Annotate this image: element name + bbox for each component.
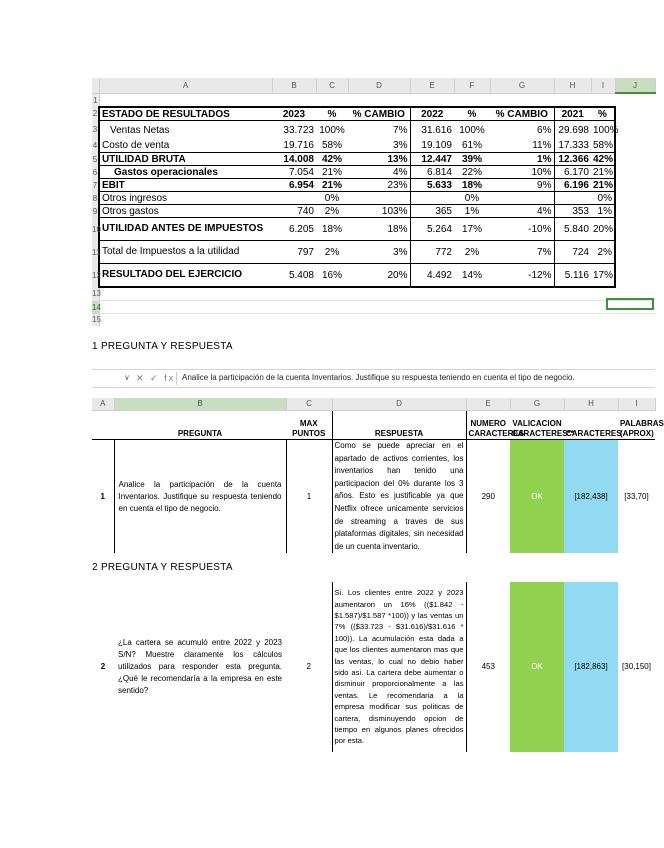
- value-cell[interactable]: 29.698: [554, 121, 591, 140]
- value-cell[interactable]: 7%: [348, 121, 410, 140]
- row-number-selected[interactable]: 14: [92, 302, 101, 312]
- sheet-row: [92, 139, 655, 153]
- value-cell[interactable]: 1%: [490, 153, 554, 166]
- char-count: 453: [481, 662, 495, 671]
- row-number[interactable]: 3: [92, 121, 99, 140]
- col-header-j[interactable]: J: [615, 78, 655, 93]
- table-row: [92, 440, 655, 554]
- value-cell[interactable]: 2%: [454, 241, 490, 264]
- value-cell[interactable]: 13%: [348, 153, 410, 166]
- sheet-row: [92, 301, 655, 314]
- row-number[interactable]: 13: [92, 287, 99, 301]
- value-cell[interactable]: 42%: [316, 153, 348, 166]
- table-row: [92, 582, 655, 752]
- value-cell[interactable]: 21%: [593, 179, 614, 191]
- col-header-b[interactable]: B: [272, 78, 316, 93]
- sheet-cell[interactable]: [615, 153, 655, 166]
- words-header: PALABRAS (APROX): [618, 411, 655, 440]
- value-cell[interactable]: 100%: [316, 121, 348, 140]
- value-cell[interactable]: 17.333: [554, 139, 591, 153]
- value-cell[interactable]: 19.109: [410, 139, 454, 153]
- sheet-cell[interactable]: [615, 166, 655, 179]
- value-cell[interactable]: 9%: [490, 179, 554, 192]
- value-cell[interactable]: 61%: [454, 139, 490, 153]
- value-cell[interactable]: 1%: [454, 205, 490, 218]
- sheet-cell[interactable]: [615, 218, 655, 241]
- value-cell[interactable]: 7%: [490, 241, 554, 264]
- value-cell[interactable]: 21%: [593, 166, 614, 178]
- value-cell[interactable]: 6.170: [554, 166, 591, 179]
- formula-controls[interactable]: ✕ ✓ fx: [136, 373, 176, 383]
- row-label[interactable]: Costo de venta: [99, 139, 272, 153]
- answer-text[interactable]: Si. Los clientes entre 2022 y 2023 aumentaron un 16% (($1.842 - $1.587)/$1.587 *100)) y las ventas un 7% (($33.723 - $31.616)/$31.616 * 100)). La acumulación esta dada a que los clientes aumentaron mas que las ventas, lo cual no debio haber sido asi. La cartera debe aumentar o disminuir proporcionalmente a las ventas. Le recomendaria a la empresa modificar sus politicas de cartera, disminuyendo opcion de tiempo en algunos planes ofrecidos por esta.: [332, 582, 466, 752]
- value-cell[interactable]: 12.366: [554, 153, 591, 166]
- num-chars-header: NUMERO CARACTERES: [466, 411, 510, 440]
- value-cell[interactable]: 20%: [348, 264, 410, 288]
- question-1-table: [92, 398, 664, 553]
- value-cell[interactable]: 0%: [591, 192, 615, 205]
- value-cell[interactable]: 23%: [348, 179, 410, 192]
- sheet-row: [92, 166, 655, 179]
- sheet-cell[interactable]: [615, 264, 655, 288]
- row-number[interactable]: 10: [92, 218, 99, 241]
- col-header-e[interactable]: E: [410, 78, 454, 93]
- col-header[interactable]: H: [564, 398, 618, 411]
- sheet-row: [92, 205, 655, 218]
- col-header[interactable]: D: [332, 398, 466, 411]
- select-all-corner[interactable]: [92, 78, 99, 93]
- value-cell[interactable]: 3%: [348, 139, 410, 153]
- question-2-table: [92, 582, 655, 752]
- row-number[interactable]: 7: [92, 180, 98, 190]
- formula-divider: [176, 372, 177, 385]
- row-number[interactable]: 5: [92, 154, 98, 164]
- sheet-row: [92, 264, 655, 288]
- col-header[interactable]: E: [466, 398, 510, 411]
- year-2022-header[interactable]: 2022: [410, 107, 454, 121]
- sheet-cell[interactable]: [615, 192, 655, 205]
- value-cell[interactable]: 11%: [490, 139, 554, 153]
- year-2021-header[interactable]: 2021: [554, 107, 591, 121]
- value-cell[interactable]: 58%: [593, 140, 614, 151]
- sheet-cell[interactable]: [99, 314, 655, 327]
- value-cell[interactable]: 0%: [454, 192, 490, 205]
- row-label[interactable]: RESULTADO DEL EJERCICIO: [99, 264, 272, 288]
- value-cell[interactable]: 14%: [454, 264, 490, 288]
- col-header-g[interactable]: G: [490, 78, 554, 93]
- sheet-row: [92, 179, 655, 192]
- row-number[interactable]: 6: [92, 167, 98, 177]
- sheet-cell[interactable]: [99, 93, 655, 107]
- formula-bar: [92, 369, 655, 388]
- col-header-a[interactable]: A: [99, 78, 272, 93]
- question-text[interactable]: Analice la participación de la cuenta Inventarios. Justifique su respuesta teniendo en cuenta el tipo de negocio.: [114, 440, 286, 554]
- value-cell[interactable]: 1%: [591, 205, 615, 218]
- row-label[interactable]: UTILIDAD ANTES DE IMPUESTOS: [99, 218, 272, 241]
- question-1-title: 1 PREGUNTA Y RESPUESTA: [92, 341, 233, 352]
- col-header-d[interactable]: D: [348, 78, 410, 93]
- value-cell[interactable]: 100%: [591, 121, 615, 140]
- value-cell[interactable]: 19.716: [272, 139, 316, 153]
- row-label[interactable]: Ventas Netas: [99, 121, 272, 140]
- value-cell[interactable]: 22%: [454, 166, 490, 179]
- question-text[interactable]: ¿La cartera se acumuló entre 2022 y 2023 S/N? Muestre claramente los cálculos utilizados para responder esta pregunta. ¿Qué le recomendaría a la empresa en este sentido?: [118, 638, 282, 695]
- pct-header[interactable]: %: [454, 107, 490, 121]
- value-cell[interactable]: 5.633: [410, 179, 454, 192]
- sheet-row: [92, 121, 655, 140]
- row-label[interactable]: Otros ingresos: [99, 192, 272, 205]
- value-cell[interactable]: 12.447: [410, 153, 454, 166]
- value-cell[interactable]: 0%: [316, 192, 348, 205]
- value-cell[interactable]: 39%: [454, 153, 490, 166]
- value-cell[interactable]: 5.264: [410, 218, 454, 241]
- active-cell-j14[interactable]: [606, 298, 654, 310]
- col-header[interactable]: C: [286, 398, 332, 411]
- row-number[interactable]: 2: [92, 107, 99, 121]
- max-points[interactable]: 2: [306, 662, 311, 671]
- max-points[interactable]: 1: [306, 491, 312, 501]
- row-label[interactable]: Otros gastos: [99, 205, 272, 218]
- value-cell[interactable]: 5.408: [272, 264, 316, 288]
- value-cell[interactable]: 4%: [490, 205, 554, 218]
- row-number[interactable]: 12: [92, 264, 99, 288]
- row-label[interactable]: Total de Impuestos a la utilidad: [99, 241, 272, 264]
- col-header-c[interactable]: C: [316, 78, 348, 93]
- sheet-row: [92, 287, 655, 301]
- sheet-row: [92, 218, 655, 241]
- value-cell[interactable]: -12%: [490, 264, 554, 288]
- sheet-cell[interactable]: [615, 241, 655, 264]
- value-cell[interactable]: 17%: [591, 264, 615, 288]
- value-cell[interactable]: 4.492: [410, 264, 454, 288]
- formula-input[interactable]: Analice la participación de la cuenta Inventarios. Justifique su respuesta teniendo en cuenta el tipo de negocio.: [182, 373, 575, 382]
- value-cell[interactable]: 18%: [454, 179, 490, 192]
- char-count: 290: [481, 491, 495, 501]
- column-header-row: [92, 398, 655, 411]
- row-number[interactable]: 8: [92, 193, 98, 203]
- sheet-cell[interactable]: [615, 121, 655, 140]
- value-cell[interactable]: 100%: [454, 121, 490, 140]
- sheet-row: [92, 314, 655, 327]
- value-cell[interactable]: 7.054: [272, 166, 316, 179]
- value-cell[interactable]: 6%: [490, 121, 554, 140]
- value-cell[interactable]: 103%: [348, 205, 410, 218]
- char-range: [182,438]: [564, 440, 618, 554]
- respuesta-header: RESPUESTA: [332, 411, 466, 440]
- value-cell[interactable]: 14.008: [272, 153, 316, 166]
- value-cell[interactable]: 10%: [490, 166, 554, 179]
- sheet-cell[interactable]: [615, 179, 655, 192]
- value-cell[interactable]: 42%: [593, 153, 614, 165]
- row-number[interactable]: 9: [92, 206, 98, 216]
- sheet-cell[interactable]: [99, 287, 655, 301]
- value-cell[interactable]: 20%: [591, 218, 615, 241]
- year-2023-header[interactable]: 2023: [272, 107, 316, 121]
- column-header-row: [92, 78, 655, 93]
- validation-header: VALICACION CARACTERES**: [510, 411, 564, 440]
- value-cell[interactable]: 797: [272, 241, 316, 264]
- pct-header[interactable]: %: [591, 107, 615, 121]
- value-cell[interactable]: 18%: [348, 218, 410, 241]
- row-label[interactable]: Gastos operacionales: [99, 166, 272, 179]
- table-header-row: [92, 411, 655, 440]
- row-number[interactable]: 4: [92, 139, 99, 153]
- value-cell[interactable]: 4%: [348, 166, 410, 179]
- value-cell[interactable]: 740: [272, 205, 316, 218]
- validation-ok: OK: [510, 582, 564, 752]
- validation-ok: OK: [510, 440, 564, 554]
- sheet-row: [92, 153, 655, 166]
- value-cell[interactable]: 3%: [348, 241, 410, 264]
- sheet-cell[interactable]: [615, 139, 655, 153]
- value-cell[interactable]: 353: [554, 205, 591, 218]
- row-label[interactable]: EBIT: [99, 179, 272, 192]
- char-range: [182,863]: [564, 582, 618, 752]
- value-cell[interactable]: 2%: [591, 241, 615, 264]
- chars-header: CARACTERES: [564, 411, 618, 440]
- pregunta-header: PREGUNTA: [114, 411, 286, 440]
- value-cell[interactable]: 17%: [454, 218, 490, 241]
- value-cell[interactable]: [554, 192, 591, 205]
- value-cell[interactable]: 31.616: [410, 121, 454, 140]
- col-header[interactable]: B: [114, 398, 286, 411]
- name-box-dropdown-icon[interactable]: ∨: [124, 373, 130, 382]
- value-cell[interactable]: [348, 192, 410, 205]
- col-header-i[interactable]: I: [591, 78, 615, 93]
- question-2-title: 2 PREGUNTA Y RESPUESTA: [92, 562, 233, 573]
- col-header-h[interactable]: H: [554, 78, 591, 93]
- sheet-row: [92, 107, 655, 121]
- statement-title[interactable]: ESTADO DE RESULTADOS: [99, 107, 272, 121]
- row-number[interactable]: 15: [92, 315, 101, 325]
- value-cell[interactable]: 724: [554, 241, 591, 264]
- value-cell[interactable]: 772: [410, 241, 454, 264]
- value-cell[interactable]: 58%: [316, 139, 348, 153]
- value-cell[interactable]: 6.814: [410, 166, 454, 179]
- sheet-cell[interactable]: [99, 301, 655, 314]
- sheet-row: [92, 93, 655, 107]
- col-header[interactable]: A: [92, 398, 114, 411]
- col-header[interactable]: I: [618, 398, 655, 411]
- row-label[interactable]: UTILIDAD BRUTA: [99, 153, 272, 166]
- sheet-cell[interactable]: [615, 107, 655, 121]
- value-cell[interactable]: 21%: [316, 166, 348, 179]
- row-number[interactable]: 11: [92, 241, 99, 264]
- sheet-row: [92, 241, 655, 264]
- answer-text[interactable]: Como se puede apreciar en el apartado de activos corrientes, los inventarios han tenido una participacion del 0% durante los 3 años. Esto es justificable ya que Netflix ofrece unicamente servicios de streaming a traves de sus plataformas digitales, sin necesidad de un cuenta inventario.: [332, 440, 466, 554]
- value-cell[interactable]: 6.196: [554, 179, 591, 192]
- row-number: 1: [100, 491, 105, 501]
- change-header[interactable]: % CAMBIO: [348, 107, 410, 121]
- value-cell[interactable]: [410, 192, 454, 205]
- header-cell: [92, 411, 114, 440]
- word-range: [33,70]: [624, 491, 649, 501]
- row-number[interactable]: 1: [92, 93, 99, 107]
- max-points-header: MAX PUNTOS: [286, 411, 332, 440]
- col-header-f[interactable]: F: [454, 78, 490, 93]
- value-cell[interactable]: [490, 192, 554, 205]
- word-range: [30,150]: [622, 662, 651, 671]
- value-cell[interactable]: 16%: [316, 264, 348, 288]
- change-header[interactable]: % CAMBIO: [490, 107, 554, 121]
- value-cell[interactable]: 21%: [316, 179, 348, 192]
- value-cell[interactable]: 2%: [316, 241, 348, 264]
- value-cell[interactable]: 5.840: [554, 218, 591, 241]
- value-cell[interactable]: 5.116: [554, 264, 591, 288]
- value-cell[interactable]: 6.954: [272, 179, 316, 192]
- row-number: 2: [100, 662, 106, 671]
- col-header[interactable]: G: [510, 398, 564, 411]
- value-cell[interactable]: -10%: [490, 218, 554, 241]
- sheet-cell[interactable]: [615, 205, 655, 218]
- value-cell[interactable]: 18%: [316, 218, 348, 241]
- value-cell[interactable]: 33.723: [272, 121, 316, 140]
- sheet-row: [92, 192, 655, 205]
- income-statement-sheet: [92, 78, 656, 326]
- value-cell[interactable]: 6.205: [272, 218, 316, 241]
- value-cell[interactable]: 2%: [316, 205, 348, 218]
- pct-header[interactable]: %: [316, 107, 348, 121]
- value-cell[interactable]: [272, 192, 316, 205]
- value-cell[interactable]: 365: [410, 205, 454, 218]
